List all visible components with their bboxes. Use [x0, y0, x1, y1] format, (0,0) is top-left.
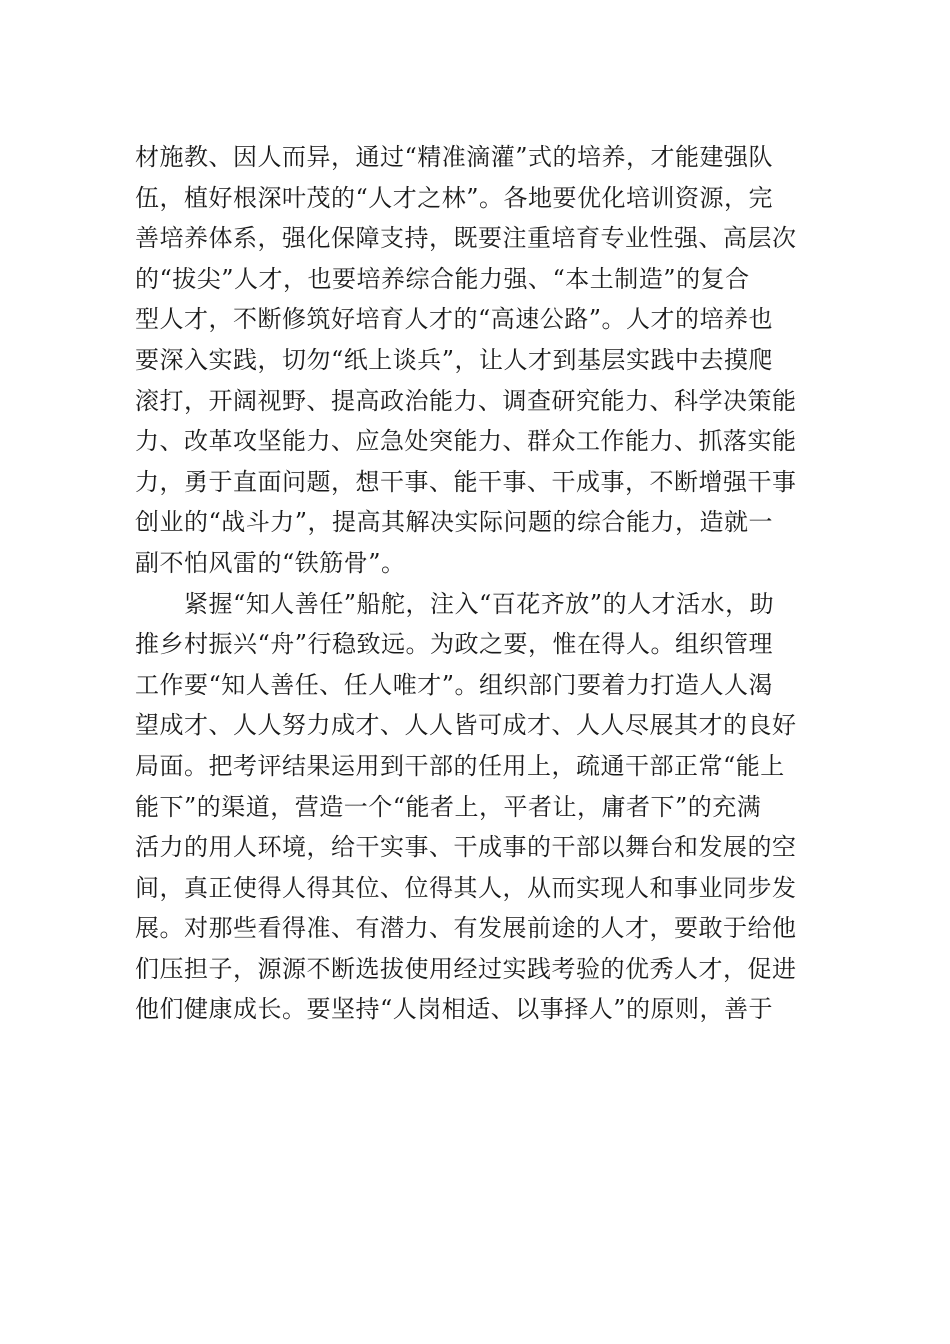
- text-line: 能下”的渠道，营造一个“能者上，平者让，庸者下”的充满: [135, 792, 762, 821]
- text-line: 力，勇于直面问题，想干事、能干事、干成事，不断增强干事: [135, 467, 797, 496]
- text-line: 的“拔尖”人才，也要培养综合能力强、“本土制造”的复合: [135, 264, 750, 293]
- paragraph-start-line: 紧握“知人善任”船舵，注入“百花齐放”的人才活水，助: [135, 589, 775, 618]
- text-line: 活力的用人环境，给干实事、干成事的干部以舞台和发展的空: [135, 833, 797, 862]
- body-text: [135, 137, 825, 1030]
- text-line: 他们健康成长。要坚持“人岗相适、以事择人”的原则，善于: [135, 995, 774, 1024]
- text-line: 滚打，开阔视野、提高政治能力、调查研究能力、科学决策能: [135, 386, 797, 415]
- text-line: 创业的“战斗力”，提高其解决实际问题的综合能力，造就一: [135, 508, 774, 537]
- text-line: 局面。把考评结果运用到干部的任用上，疏通干部正常“能上: [135, 751, 785, 780]
- text-line: 材施教、因人而异，通过“精准滴灌”式的培养，才能建强队: [135, 143, 774, 171]
- text-line: 伍，植好根深叶茂的“人才之林”。各地要优化培训资源，完: [135, 183, 774, 212]
- text-line: 要深入实践，切勿“纸上谈兵”，让人才到基层实践中去摸爬: [135, 345, 774, 374]
- text-line: 善培养体系，强化保障支持，既要注重培育专业性强、高层次: [135, 224, 797, 253]
- text-line: 副不怕风雷的“铁筋骨”。: [135, 548, 406, 577]
- text-line: 展。对那些看得准、有潜力、有发展前途的人才，要敢于给他: [135, 914, 797, 943]
- text-line: 工作要“知人善任、任人唯才”。组织部门要着力打造人人渴: [135, 670, 774, 699]
- text-line: 力、改革攻坚能力、应急处突能力、群众工作能力、抓落实能: [135, 427, 797, 456]
- text-line: 望成才、人人努力成才、人人皆可成才、人人尽展其才的良好: [135, 711, 797, 740]
- text-line: 们压担子，源源不断选拔使用经过实践考验的优秀人才，促进: [135, 954, 797, 983]
- text-line: 间，真正使得人得其位、位得其人，从而实现人和事业同步发: [135, 873, 797, 902]
- text-line: 型人才，不断修筑好培育人才的“高速公路”。人才的培养也: [135, 305, 774, 334]
- text-line: 推乡村振兴“舟”行稳致远。为政之要，惟在得人。组织管理: [135, 630, 774, 659]
